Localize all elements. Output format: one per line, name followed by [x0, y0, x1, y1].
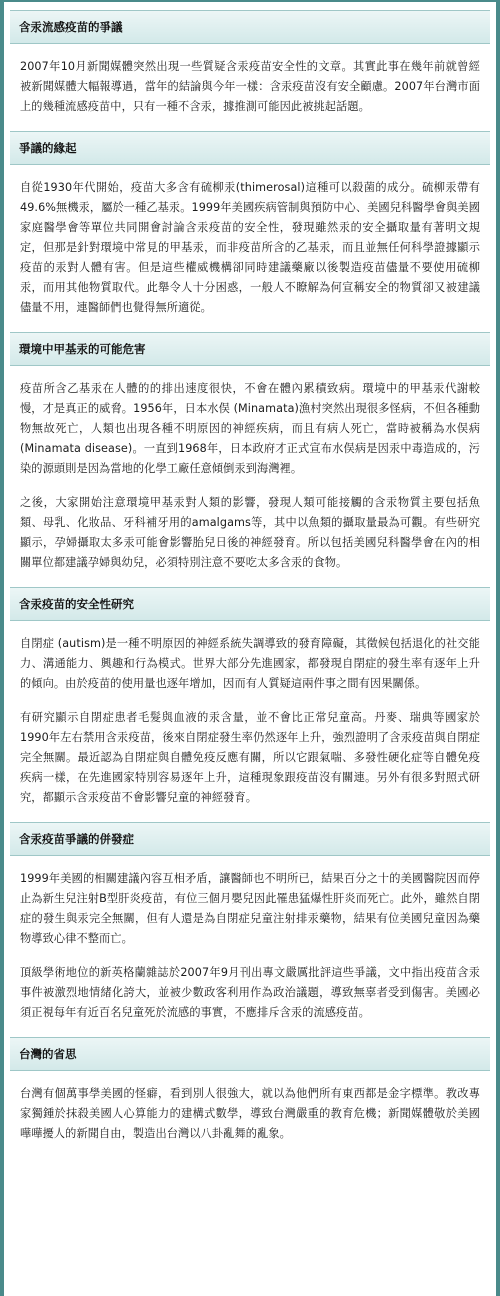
section-heading: 爭議的緣起 — [10, 131, 490, 165]
section-heading: 台灣的省思 — [10, 1037, 490, 1071]
section-heading: 含汞疫苗爭議的併發症 — [10, 822, 490, 856]
paragraph: 2007年10月新聞媒體突然出現一些質疑含汞疫苗安全性的文章。其實此事在幾年前就曾經被新聞媒體大幅報導過，當年的結論與今年一樣：含汞疫苗沒有安全顧慮。2007年台灣市面上的幾種流感疫苗中，只有一種不含汞，據推測可能因此被挑起話題。 — [20, 60, 480, 113]
paragraph: 自從1930年代開始，疫苗大多含有硫柳汞(thimerosal)這種可以殺菌的成分。硫柳汞帶有49.6%無機汞，屬於一種乙基汞。1999年美國疾病管制與預防中心、美國兒科醫學會與美國家庭醫學會等單位共同開會討論含汞疫苗的安全性，發現雖然汞的安全攝取量有著明文規定，但那是針對環境中常見的甲基汞，而非疫苗所含的乙基汞，而且並無任何科學證據顯示疫苗的汞對人體有害。但是這些權威機構卻同時建議藥廠以後製造疫苗儘量不要使用硫柳汞，而用其他物質取代。此舉令人十分困惑，一般人不瞭解為何宣稱安全的物質卻又被建議儘量不用，連醫師們也覺得無所適從。 — [20, 181, 480, 314]
paragraph: 1999年美國的相關建議內容互相矛盾，讓醫師也不明所已，結果百分之十的美國醫院因而停止為新生兒注射B型肝炎疫苗，有位三個月嬰兒因此罹患猛爆性肝炎而死亡。此外，雖然自閉症的發生與汞完全無關，但有人還是為自閉症兒童注射排汞藥物，結果有位美國兒童因為藥物導致心律不整而亡。 — [20, 872, 480, 945]
section-heading: 含汞疫苗的安全性研究 — [10, 587, 490, 621]
paragraph: 疫苗所含乙基汞在人體的的排出速度很快，不會在體內累積致病。環境中的甲基汞代謝較慢，才是真正的威脅。1956年，日本水俣 (Minamata)漁村突然出現很多怪病，不但各種動物無故死亡，人類也出現各種不明原因的神經疾病，而且有病人死亡，當時被稱為水俣病 (Minamata disease)。一直到1968年，日本政府才正式宣布水俣病是因汞中毒造成的，污染的源頭則是因為當地的化學工廠任意傾倒汞到海灣裡。 — [20, 382, 480, 475]
section-heading: 環境中甲基汞的可能危害 — [10, 332, 490, 366]
paragraph: 頂級學術地位的新英格蘭雜誌於2007年9月刊出專文嚴厲批評這些爭議，文中指出疫苗含汞事件被激烈地情緒化誇大，並被少數政客利用作為政治議題，導致無辜者受到傷害。美國必須正視每年有近百名兒童死於流感的事實，不應排斥含汞的流感疫苗。 — [20, 966, 480, 1019]
paragraph: 自閉症 (autism)是一種不明原因的神經系統失調導致的發育障礙，其徵候包括退化的社交能力、溝通能力、興趣和行為模式。世界大部分先進國家，都發現自閉症的發生率有逐年上升的傾向。由於疫苗的使用量也逐年增加，因而有人質疑這兩件事之間有因果關係。 — [20, 637, 480, 690]
paragraph: 台灣有個萬事學美國的怪癖，看到別人很強大，就以為他們所有東西都是金字標準。教改專家獨鍾於抹殺美國人心算能力的建構式數學，導致台灣嚴重的教育危機；新聞媒體敬於美國嘩嘩擾人的新聞自由，製造出台灣以八卦亂舞的亂象。 — [20, 1087, 480, 1140]
paragraph: 有研究顯示自閉症患者毛髮與血液的汞含量，並不會比正常兒童高。丹麥、瑞典等國家於1990年左右禁用含汞疫苗，後來自閉症發生率仍然逐年上升，強烈證明了含汞疫苗與自閉症完全無關。最近認為自閉症與自體免疫反應有關，所以它跟氣喘、多發性硬化症等自體免疫疾病一樣，在先進國家特別容易逐年上升，這種現象跟疫苗沒有關連。另外有很多對照式研究，都顯示含汞疫苗不會影響兒童的神經發育。 — [20, 711, 480, 804]
section-heading: 含汞流感疫苗的爭議 — [10, 10, 490, 44]
paragraph: 之後，大家開始注意環境甲基汞對人類的影響，發現人類可能接觸的含汞物質主要包括魚類、母乳、化妝品、牙科補牙用的amalgams等，其中以魚類的攝取量最為可觀。有些研究顯示，孕婦攝取太多汞可能會影響胎兒日後的神經發育。所以包括美國兒科醫學會在內的相關單位都建議孕婦與幼兒，必須特別注意不要吃太多含汞的食物。 — [20, 496, 480, 569]
